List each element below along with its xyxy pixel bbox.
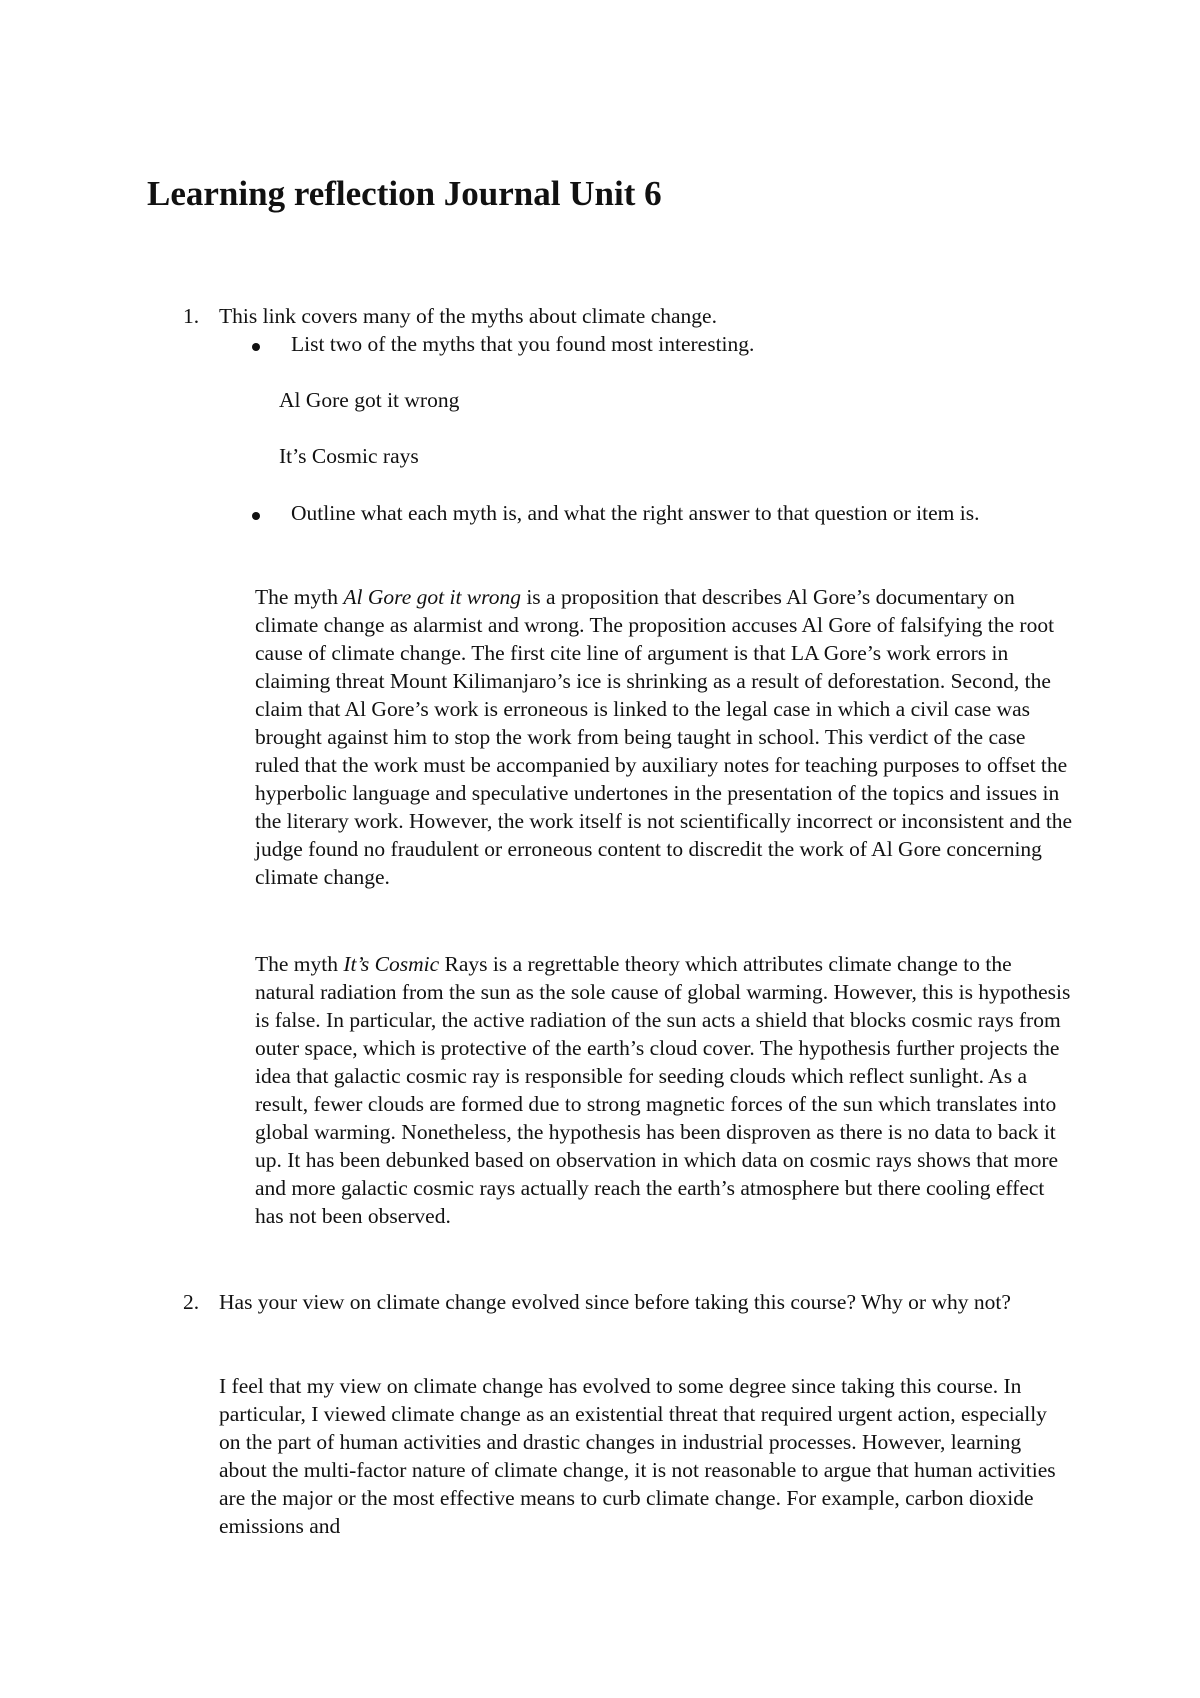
- question-1-paragraph-1: [255, 583, 1075, 891]
- question-1-bullet-2: Outline what each myth is, and what the right answer to that question or item is.: [291, 501, 980, 525]
- question-1-bullet-1: List two of the myths that you found most interesting.: [291, 332, 755, 356]
- question-2-number: 2.: [183, 1290, 200, 1314]
- question-2-paragraph: I feel that my view on climate change has evolved to some degree since taking this course. In particular, I viewed climate change as an existential threat that required urgent action, especially on the part of human activities and drastic changes in industrial processes. However, learning about the multi-factor nature of climate change, it is not reasonable to argue that human activities are the major or the most effective means to curb climate change. For example, carbon dioxide emissions and: [219, 1374, 1056, 1538]
- myth-name-italic: It’s Cosmic: [343, 952, 440, 976]
- question-1-answer-2: It’s Cosmic rays: [279, 444, 419, 468]
- document-title: Learning reflection Journal Unit 6: [147, 174, 662, 213]
- paragraph-text: The myth: [255, 585, 344, 609]
- paragraph-text: Rays is a regrettable theory which attributes climate change to the natural radiation from the sun as the sole cause of global warming. However, this is hypothesis is false. In particular, the active radiation of the sun acts a shield that blocks cosmic rays from outer space, which is protective of the earth’s cloud cover. The hypothesis further projects the idea that galactic cosmic ray is responsible for seeding clouds which reflect sunlight. As a result, fewer clouds are formed due to strong magnetic forces of the sun which translates into global warming. Nonetheless, the hypothesis has been disproven as there is no data to back it up. It has been debunked based on observation in which data on cosmic rays shows that more and more galactic cosmic rays actually reach the earth’s atmosphere but there cooling effect has not been observed.: [255, 952, 1071, 1228]
- question-1-number: 1.: [183, 304, 200, 328]
- myth-name-italic: Al Gore got it wrong: [343, 585, 521, 609]
- bullet-dot: [252, 343, 260, 351]
- paragraph-text: The myth: [255, 952, 344, 976]
- question-1-paragraph-2: [255, 950, 1075, 1230]
- question-1-answer-1: Al Gore got it wrong: [279, 388, 460, 412]
- question-2-text: Has your view on climate change evolved since before taking this course? Why or why not?: [219, 1290, 1011, 1314]
- paragraph-text: is a proposition that describes Al Gore’s documentary on climate change as alarmist and wrong. The proposition accuses Al Gore of falsifying the root cause of climate change. The first cite line of argument is that LA Gore’s work errors in claiming threat Mount Kilimanjaro’s ice is shrinking as a result of deforestation. Second, the claim that Al Gore’s work is erroneous is linked to the legal case in which a civil case was brought against him to stop the work from being taught in school. This verdict of the case ruled that the work must be accompanied by auxiliary notes for teaching purposes to offset the hyperbolic language and speculative undertones in the presentation of the topics and issues in the literary work. However, the work itself is not scientifically incorrect or inconsistent and the judge found no fraudulent or erroneous content to discredit the work of Al Gore concerning climate change.: [255, 585, 1073, 889]
- question-1-text: This link covers many of the myths about climate change.: [219, 304, 717, 328]
- bullet-dot: [252, 512, 260, 520]
